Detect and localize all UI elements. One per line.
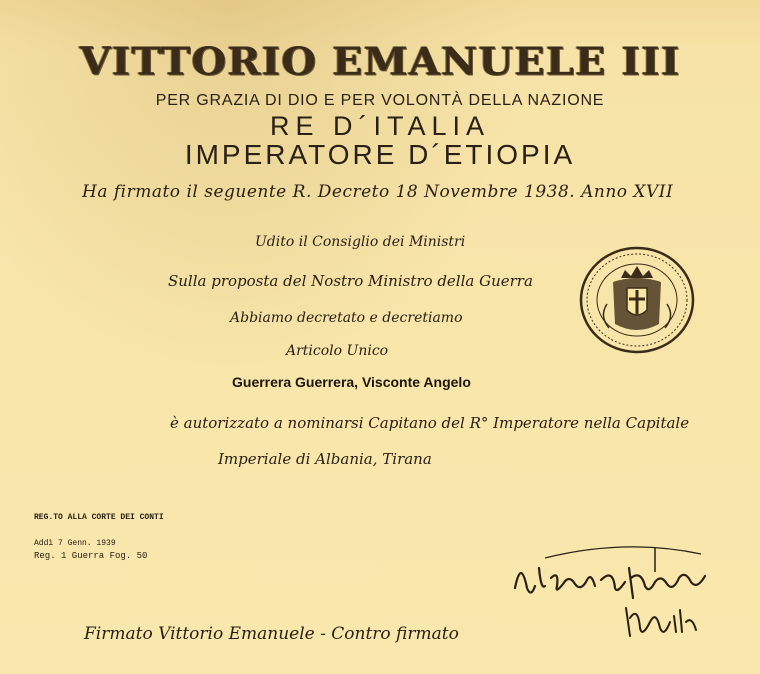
recipient-name: Guerrera Guerrera, Visconte Angelo <box>232 374 471 390</box>
header-subtitle: PER GRAZIA DI DIO E PER VOLONTÀ DELLA NAZIONE <box>155 92 605 109</box>
body-line-article: Articolo Unico <box>286 343 389 359</box>
body-line-capital: Imperiale di Albania, Tirana <box>218 450 432 468</box>
body-line-council: Udito il Consiglio dei Ministri <box>255 234 466 250</box>
header-king-title: RE D´ITALIA <box>269 111 491 141</box>
footer-signature-line: Firmato Vittorio Emanuele - Contro firmato <box>84 624 459 644</box>
stamp-line-2: Addì 7 Genn. 1939 <box>34 539 116 548</box>
body-line-decreed: Abbiamo decretato e decretiamo <box>230 310 463 326</box>
countersignature <box>622 598 702 643</box>
document-title: VITTORIO EMANUELE III <box>79 39 681 84</box>
body-line-authorized: è autorizzato a nominarsi Capitano del R° Imperatore nella Capitale <box>170 414 690 432</box>
stamp-line-3: Reg. 1 Guerra Fog. 50 <box>34 551 148 561</box>
header-emperor-title: IMPERATORE D´ETIOPIA <box>184 139 576 170</box>
royal-seal-icon <box>577 244 697 356</box>
body-line-proposal: Sulla proposta del Nostro Ministro della Guerra <box>168 272 533 290</box>
registration-stamp <box>34 512 164 562</box>
stamp-line-1: REG.TO ALLA CORTE DEI CONTI <box>34 513 164 522</box>
decree-line: Ha firmato il seguente R. Decreto 18 Novembre 1938. Anno XVII <box>82 182 674 202</box>
